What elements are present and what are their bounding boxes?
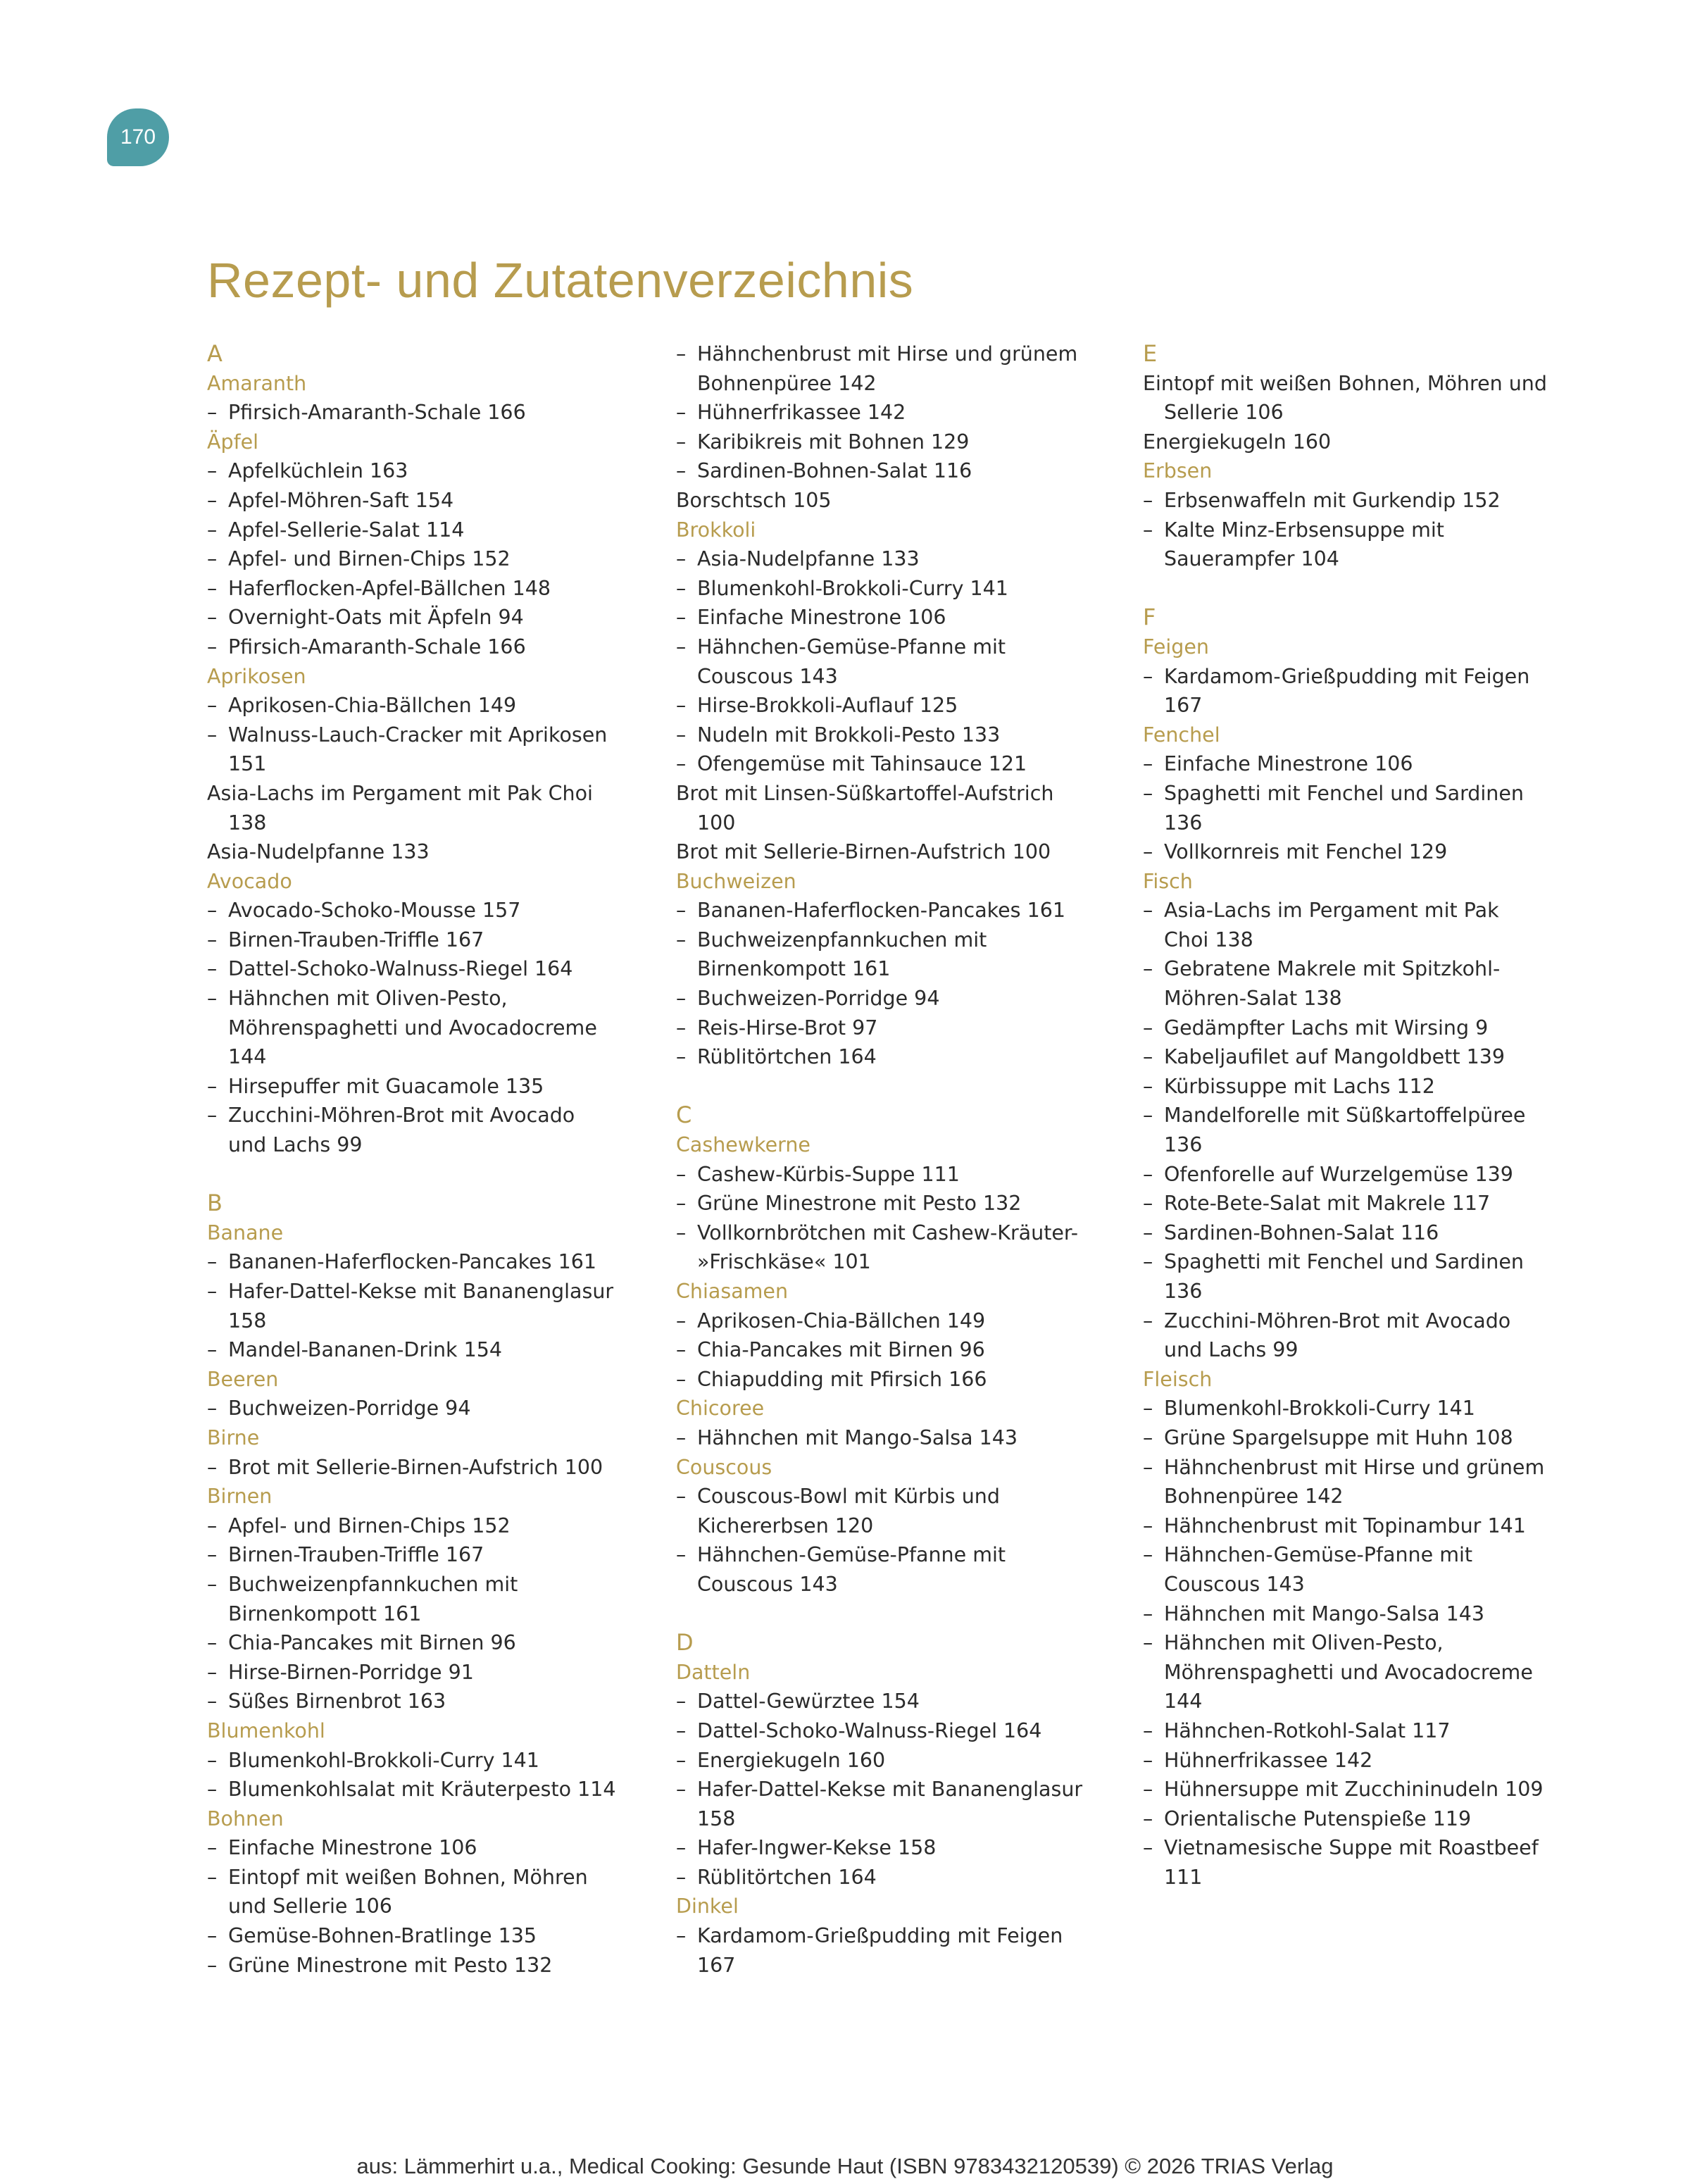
index-entry: – Apfelküchlein 163 — [207, 456, 630, 486]
index-entry: – Birnen-Trauben-Triffle 167 — [207, 925, 630, 955]
index-category-heading: Datteln — [676, 1660, 751, 1684]
index-main-entry: Energiekugeln 160 — [1143, 430, 1332, 454]
index-column-3 — [1143, 339, 1565, 1892]
index-entry: – Gemüse-Bohnen-Bratlinge 135 — [207, 1921, 630, 1951]
index-main-entry: Asia-Nudelpfanne 133 — [207, 840, 430, 864]
index-entry-continuation: 136 — [1164, 1133, 1203, 1157]
index-entry: – Spaghetti mit Fenchel und Sardinen — [1143, 1247, 1565, 1277]
index-column-1 — [207, 339, 630, 1980]
index-entry-continuation: Möhrenspaghetti und Avocadocreme — [1164, 1660, 1533, 1684]
index-entry: – Pfirsich-Amaranth-Schale 166 — [207, 632, 630, 662]
index-entry: – Mandel-Bananen-Drink 154 — [207, 1335, 630, 1365]
index-category-heading: Birnen — [207, 1485, 273, 1509]
index-entry: – Hähnchenbrust mit Topinambur 141 — [1143, 1511, 1565, 1541]
index-entry: – Spaghetti mit Fenchel und Sardinen — [1143, 779, 1565, 809]
index-entry: – Gedämpfter Lachs mit Wirsing 9 — [1143, 1013, 1565, 1043]
index-main-entry-continuation: 100 — [697, 811, 736, 835]
index-entry: – Hähnchen mit Oliven-Pesto, — [207, 984, 630, 1013]
index-entry: – Sardinen-Bohnen-Salat 116 — [676, 456, 1098, 486]
index-entry-continuation: 151 — [228, 752, 267, 776]
index-entry: – Reis-Hirse-Brot 97 — [676, 1013, 1098, 1043]
index-category-heading: Fenchel — [1143, 723, 1220, 747]
index-category-heading: Couscous — [676, 1455, 772, 1479]
index-entry: – Einfache Minestrone 106 — [207, 1833, 630, 1863]
section-gap — [1143, 574, 1565, 604]
index-entry: – Buchweizenpfannkuchen mit — [207, 1570, 630, 1599]
index-entry: – Bananen-Haferflocken-Pancakes 161 — [676, 896, 1098, 925]
index-entry: – Hähnchenbrust mit Hirse und grünem — [1143, 1453, 1565, 1483]
source-footer: aus: Lämmerhirt u.a., Medical Cooking: Gesunde Haut (ISBN 9783432120539) © 2026 TRIAS Verlag — [356, 2154, 1334, 2178]
index-entry: – Kabeljaufilet auf Mangoldbett 139 — [1143, 1042, 1565, 1072]
index-entry-continuation: 111 — [1164, 1865, 1203, 1889]
index-entry: – Ofengemüse mit Tahinsauce 121 — [676, 749, 1098, 779]
index-entry: – Gebratene Makrele mit Spitzkohl- — [1143, 954, 1565, 984]
index-entry: – Blumenkohl-Brokkoli-Curry 141 — [1143, 1394, 1565, 1423]
index-entry: – Hähnchen mit Mango-Salsa 143 — [676, 1423, 1098, 1453]
index-entry-continuation: 158 — [228, 1309, 267, 1333]
index-entry: – Hafer-Dattel-Kekse mit Bananenglasur — [207, 1277, 630, 1306]
index-entry: – Eintopf mit weißen Bohnen, Möhren — [207, 1863, 630, 1892]
index-letter-heading: C — [676, 1102, 692, 1129]
index-entry: – Erbsenwaffeln mit Gurkendip 152 — [1143, 486, 1565, 516]
index-main-entry: Borschtsch 105 — [676, 488, 832, 512]
index-entry: – Zucchini-Möhren-Brot mit Avocado — [1143, 1306, 1565, 1336]
index-entry-continuation: 144 — [1164, 1690, 1203, 1714]
index-entry: – Chiapudding mit Pfirsich 166 — [676, 1365, 1098, 1394]
index-category-heading: Beeren — [207, 1367, 279, 1391]
index-entry: – Couscous-Bowl mit Kürbis und — [676, 1482, 1098, 1511]
index-category-heading: Blumenkohl — [207, 1718, 325, 1742]
index-entry: – Hähnchen-Gemüse-Pfanne mit — [1143, 1540, 1565, 1570]
index-category-heading: Fisch — [1143, 869, 1193, 893]
index-category-heading: Banane — [207, 1221, 284, 1244]
page-title: Rezept- und Zutatenverzeichnis — [207, 253, 914, 308]
index-category-heading: Aprikosen — [207, 664, 306, 688]
index-entry: – Rote-Bete-Salat mit Makrele 117 — [1143, 1189, 1565, 1218]
index-entry: – Hühnerfrikassee 142 — [676, 398, 1098, 428]
index-entry: – Nudeln mit Brokkoli-Pesto 133 — [676, 720, 1098, 750]
index-category-heading: Fleisch — [1143, 1367, 1213, 1391]
index-entry: – Zucchini-Möhren-Brot mit Avocado — [207, 1101, 630, 1130]
index-category-heading: Dinkel — [676, 1895, 739, 1918]
index-entry-continuation: 144 — [228, 1045, 267, 1069]
index-entry: – Hähnchen mit Oliven-Pesto, — [1143, 1628, 1565, 1658]
index-entry: – Hirse-Brokkoli-Auflauf 125 — [676, 691, 1098, 720]
index-column-2 — [676, 339, 1098, 1980]
index-main-entry: Brot mit Sellerie-Birnen-Aufstrich 100 — [676, 840, 1051, 864]
index-category-heading: Amaranth — [207, 371, 307, 395]
index-entry: – Hafer-Ingwer-Kekse 158 — [676, 1833, 1098, 1863]
index-entry-continuation: Couscous 143 — [697, 664, 838, 688]
index-main-entry: Brot mit Linsen-Süßkartoffel-Aufstrich — [676, 781, 1054, 805]
index-entry: – Hähnchen mit Mango-Salsa 143 — [1143, 1599, 1565, 1629]
index-entry: – Apfel-Sellerie-Salat 114 — [207, 516, 630, 545]
index-entry-continuation: 167 — [1164, 694, 1203, 718]
section-gap — [676, 1072, 1098, 1102]
index-entry-continuation: Möhren-Salat 138 — [1164, 987, 1342, 1011]
index-entry-continuation: und Lachs 99 — [1164, 1338, 1298, 1362]
index-main-entry-continuation: Sellerie 106 — [1164, 401, 1284, 425]
index-entry: – Aprikosen-Chia-Bällchen 149 — [676, 1306, 1098, 1336]
index-entry: – Hähnchen-Gemüse-Pfanne mit — [676, 1540, 1098, 1570]
index-entry-continuation: und Lachs 99 — [228, 1133, 363, 1157]
index-entry: – Kardamom-Grießpudding mit Feigen — [1143, 662, 1565, 692]
index-entry: – Rüblitörtchen 164 — [676, 1042, 1098, 1072]
index-letter-heading: D — [676, 1629, 694, 1656]
index-entry: – Blumenkohl-Brokkoli-Curry 141 — [676, 574, 1098, 604]
index-entry: – Dattel-Schoko-Walnuss-Riegel 164 — [676, 1716, 1098, 1746]
page-number-badge — [107, 108, 169, 166]
index-main-entry-continuation: 138 — [228, 811, 267, 835]
index-entry: – Hähnchenbrust mit Hirse und grünem — [676, 339, 1098, 369]
index-entry: – Orientalische Putenspieße 119 — [1143, 1804, 1565, 1834]
index-entry: – Grüne Spargelsuppe mit Huhn 108 — [1143, 1423, 1565, 1453]
index-entry-continuation: Sauerampfer 104 — [1164, 547, 1339, 571]
index-entry: – Energiekugeln 160 — [676, 1746, 1098, 1776]
index-entry: – Walnuss-Lauch-Cracker mit Aprikosen — [207, 720, 630, 750]
index-entry: – Grüne Minestrone mit Pesto 132 — [207, 1951, 630, 1980]
index-entry-continuation: Möhrenspaghetti und Avocadocreme — [228, 1016, 597, 1040]
index-entry: – Hähnchen-Rotkohl-Salat 117 — [1143, 1716, 1565, 1746]
index-letter-heading: A — [207, 340, 223, 367]
index-entry: – Hühnerfrikassee 142 — [1143, 1746, 1565, 1776]
index-entry: – Süßes Birnenbrot 163 — [207, 1687, 630, 1716]
index-main-entry: Eintopf mit weißen Bohnen, Möhren und — [1143, 371, 1547, 395]
index-entry: – Birnen-Trauben-Triffle 167 — [207, 1540, 630, 1570]
index-category-heading: Avocado — [207, 869, 292, 893]
index-entry: – Blumenkohl-Brokkoli-Curry 141 — [207, 1746, 630, 1776]
index-entry: – Aprikosen-Chia-Bällchen 149 — [207, 691, 630, 720]
index-category-heading: Äpfel — [207, 430, 259, 454]
index-entry: – Avocado-Schoko-Mousse 157 — [207, 896, 630, 925]
index-category-heading: Chiasamen — [676, 1280, 789, 1303]
index-entry: – Karibikreis mit Bohnen 129 — [676, 428, 1098, 457]
index-entry: – Vollkornreis mit Fenchel 129 — [1143, 837, 1565, 867]
index-entry: – Vollkornbrötchen mit Cashew-Kräuter- — [676, 1218, 1098, 1248]
index-entry: – Rüblitörtchen 164 — [676, 1863, 1098, 1892]
index-entry-continuation: 167 — [697, 1953, 736, 1977]
index-entry: – Blumenkohlsalat mit Kräuterpesto 114 — [207, 1775, 630, 1804]
index-entry: – Haferflocken-Apfel-Bällchen 148 — [207, 574, 630, 604]
index-category-heading: Feigen — [1143, 635, 1209, 659]
index-entry: – Buchweizen-Porridge 94 — [207, 1394, 630, 1423]
index-entry: – Apfel- und Birnen-Chips 152 — [207, 544, 630, 574]
index-entry: – Grüne Minestrone mit Pesto 132 — [676, 1189, 1098, 1218]
section-gap — [676, 1599, 1098, 1629]
index-entry: – Vietnamesische Suppe mit Roastbeef — [1143, 1833, 1565, 1863]
index-entry-continuation: Choi 138 — [1164, 928, 1253, 951]
index-entry-continuation: Bohnenpüree 142 — [1164, 1485, 1344, 1509]
index-entry: – Chia-Pancakes mit Birnen 96 — [676, 1335, 1098, 1365]
index-entry: – Apfel- und Birnen-Chips 152 — [207, 1511, 630, 1541]
index-entry: – Asia-Lachs im Pergament mit Pak — [1143, 896, 1565, 925]
index-entry: – Sardinen-Bohnen-Salat 116 — [1143, 1218, 1565, 1248]
index-entry: – Ofenforelle auf Wurzelgemüse 139 — [1143, 1160, 1565, 1190]
index-category-heading: Brokkoli — [676, 518, 756, 542]
index-entry: – Asia-Nudelpfanne 133 — [676, 544, 1098, 574]
index-letter-heading: E — [1143, 340, 1158, 367]
index-entry: – Hähnchen-Gemüse-Pfanne mit — [676, 632, 1098, 662]
index-entry-continuation: »Frischkäse« 101 — [697, 1250, 871, 1274]
index-category-heading: Buchweizen — [676, 869, 796, 893]
index-entry-continuation: Couscous 143 — [697, 1572, 838, 1596]
index-entry: – Dattel-Gewürztee 154 — [676, 1687, 1098, 1716]
index-category-heading: Erbsen — [1143, 459, 1213, 483]
index-entry: – Buchweizen-Porridge 94 — [676, 984, 1098, 1013]
index-entry: – Brot mit Sellerie-Birnen-Aufstrich 100 — [207, 1453, 630, 1483]
page-number: 170 — [120, 125, 156, 149]
index-entry: – Pfirsich-Amaranth-Schale 166 — [207, 398, 630, 428]
index-entry-continuation: Couscous 143 — [1164, 1572, 1305, 1596]
index-entry-continuation: 136 — [1164, 811, 1203, 835]
index-entry: – Buchweizenpfannkuchen mit — [676, 925, 1098, 955]
index-entry: – Hirsepuffer mit Guacamole 135 — [207, 1072, 630, 1102]
index-entry: – Kalte Minz-Erbsensuppe mit — [1143, 516, 1565, 545]
index-entry-continuation: Birnenkompott 161 — [697, 957, 891, 981]
index-entry: – Hühnersuppe mit Zucchininudeln 109 — [1143, 1775, 1565, 1804]
index-entry: – Cashew-Kürbis-Suppe 111 — [676, 1160, 1098, 1190]
index-main-entry: Asia-Lachs im Pergament mit Pak Choi — [207, 781, 593, 805]
index-entry: – Einfache Minestrone 106 — [676, 603, 1098, 632]
index-entry: – Apfel-Möhren-Saft 154 — [207, 486, 630, 516]
index-entry: – Mandelforelle mit Süßkartoffelpüree — [1143, 1101, 1565, 1130]
index-entry: – Kürbissuppe mit Lachs 112 — [1143, 1072, 1565, 1102]
index-entry: – Hirse-Birnen-Porridge 91 — [207, 1658, 630, 1687]
index-entry-continuation: Bohnenpüree 142 — [697, 371, 877, 395]
index-category-heading: Chicoree — [676, 1397, 765, 1421]
index-letter-heading: B — [207, 1190, 223, 1217]
index-entry: – Dattel-Schoko-Walnuss-Riegel 164 — [207, 954, 630, 984]
index-category-heading: Bohnen — [207, 1807, 284, 1830]
index-entry: – Chia-Pancakes mit Birnen 96 — [207, 1628, 630, 1658]
index-entry: – Overnight-Oats mit Äpfeln 94 — [207, 603, 630, 632]
index-entry-continuation: Birnenkompott 161 — [228, 1602, 422, 1625]
index-entry-continuation: 158 — [697, 1807, 736, 1830]
index-category-heading: Birne — [207, 1425, 260, 1449]
index-entry-continuation: und Sellerie 106 — [228, 1895, 392, 1918]
index-entry: – Einfache Minestrone 106 — [1143, 749, 1565, 779]
section-gap — [207, 1160, 630, 1190]
index-entry: – Bananen-Haferflocken-Pancakes 161 — [207, 1247, 630, 1277]
index-letter-heading: F — [1143, 604, 1156, 631]
index-entry-continuation: Kichererbsen 120 — [697, 1514, 874, 1537]
index-entry: – Kardamom-Grießpudding mit Feigen — [676, 1921, 1098, 1951]
index-entry-continuation: 136 — [1164, 1280, 1203, 1303]
index-entry: – Hafer-Dattel-Kekse mit Bananenglasur — [676, 1775, 1098, 1804]
index-category-heading: Cashewkerne — [676, 1133, 810, 1157]
